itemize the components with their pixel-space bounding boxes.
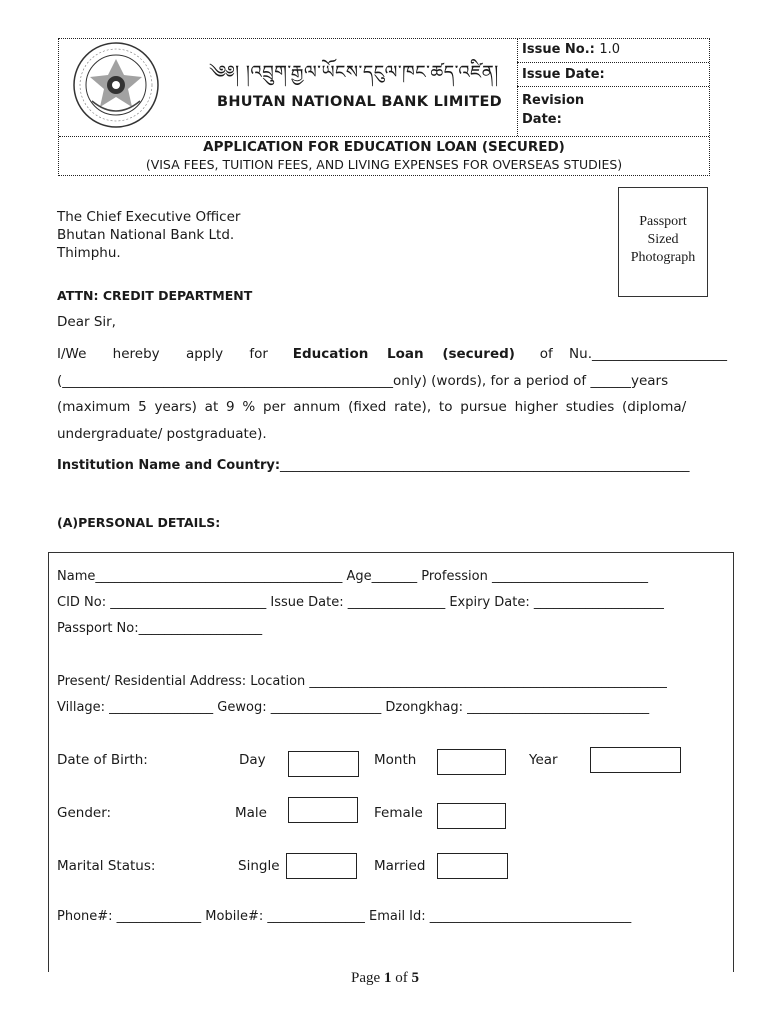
single-label: Single	[238, 858, 280, 874]
revision-date-label: Date:	[522, 112, 562, 127]
month-input-box[interactable]	[437, 749, 506, 775]
apply-line-1	[57, 346, 727, 362]
section-a-title: (A)PERSONAL DETAILS:	[57, 515, 221, 530]
village-gewog-dzongkhag-row[interactable]: Village: ________________ Gewog: _________________ Dzongkhag: ____________________________	[57, 700, 650, 715]
issue-no-label: Issue No.:	[522, 42, 595, 57]
form-header	[58, 38, 710, 176]
female-label: Female	[374, 805, 423, 821]
amount-field[interactable]: of Nu.____________________	[539, 346, 727, 362]
form-subtitle: (VISA FEES, TUITION FEES, AND LIVING EXPENSES FOR OVERSEAS STUDIES)	[145, 157, 623, 172]
bank-name: BHUTAN NATIONAL BANK LIMITED	[217, 94, 503, 110]
married-checkbox[interactable]	[437, 853, 508, 879]
apply-line-3: (maximum 5 years) at 9 % per annum (fixed rate), to pursue higher studies (diploma/	[57, 399, 687, 415]
month-label: Month	[374, 752, 417, 768]
cid-row[interactable]: CID No: ________________________ Issue Date: _______________ Expiry Date: ____________________	[57, 595, 664, 610]
photo-line-2: Sized	[647, 232, 679, 247]
revision-label: Revision	[522, 93, 585, 108]
apply-text-a: I/We hereby apply for	[57, 346, 268, 362]
male-label: Male	[235, 805, 267, 821]
loan-type-text: Education Loan (secured)	[292, 346, 515, 362]
marital-status-label: Marital Status:	[57, 858, 156, 874]
addressee-line-1: The Chief Executive Officer	[57, 209, 241, 225]
year-label: Year	[529, 752, 558, 768]
dob-label: Date of Birth:	[57, 752, 148, 768]
page-footer	[0, 970, 770, 987]
single-checkbox[interactable]	[286, 853, 357, 879]
issue-date-label: Issue Date:	[522, 67, 605, 82]
salutation: Dear Sir,	[57, 314, 116, 330]
apply-line-2[interactable]: (_________________________________________________only) (words), for a period of ______years	[57, 373, 669, 389]
female-checkbox[interactable]	[437, 803, 506, 829]
day-label: Day	[239, 752, 266, 768]
form-title-cell	[59, 136, 709, 176]
photo-line-3: Photograph	[630, 250, 696, 265]
apply-line-4: undergraduate/ postgraduate).	[57, 426, 267, 442]
passport-photo-box[interactable]	[618, 187, 708, 297]
revision-date-row	[517, 87, 709, 136]
page-of: of	[391, 970, 412, 986]
bank-logo	[72, 41, 160, 129]
form-title: APPLICATION FOR EDUCATION LOAN (SECURED)	[203, 139, 565, 155]
issue-no-row	[517, 39, 709, 63]
contact-row[interactable]: Phone#: _____________ Mobile#: _______________ Email Id: _______________________________	[57, 909, 632, 924]
tibetan-bank-name: ༄༅། །འབྲུག་རྒྱལ་ཡོངས་དངུལ་ཁང་ཚད་འཛིན།	[209, 62, 499, 83]
institution-label: Institution Name and Country:	[57, 458, 281, 473]
married-label: Married	[374, 858, 426, 874]
attn-line: ATTN: CREDIT DEPARTMENT	[57, 288, 253, 303]
gender-label: Gender:	[57, 805, 112, 821]
photo-line-1: Passport	[639, 214, 687, 229]
name-age-profession-row[interactable]: Name______________________________________ Age_______ Profession ________________________	[57, 569, 648, 584]
page-total: 5	[411, 970, 419, 986]
institution-row[interactable]	[57, 458, 690, 473]
day-input-box[interactable]	[288, 751, 359, 777]
document-control-cell	[517, 39, 709, 136]
header-logo-cell	[59, 39, 518, 136]
passport-no-row[interactable]: Passport No:___________________	[57, 621, 263, 636]
issue-no-value: 1.0	[599, 42, 621, 57]
addressee-line-3: Thimphu.	[57, 245, 121, 261]
address-row[interactable]: Present/ Residential Address: Location _______________________________________________________	[57, 674, 667, 689]
male-checkbox[interactable]	[288, 797, 358, 823]
page-prefix: Page	[351, 970, 384, 986]
year-input-box[interactable]	[590, 747, 681, 773]
issue-date-row	[517, 63, 709, 87]
addressee-line-2: Bhutan National Bank Ltd.	[57, 227, 235, 243]
page-number: 1	[383, 970, 392, 986]
institution-field[interactable]: _______________________________________________________________	[280, 458, 690, 473]
